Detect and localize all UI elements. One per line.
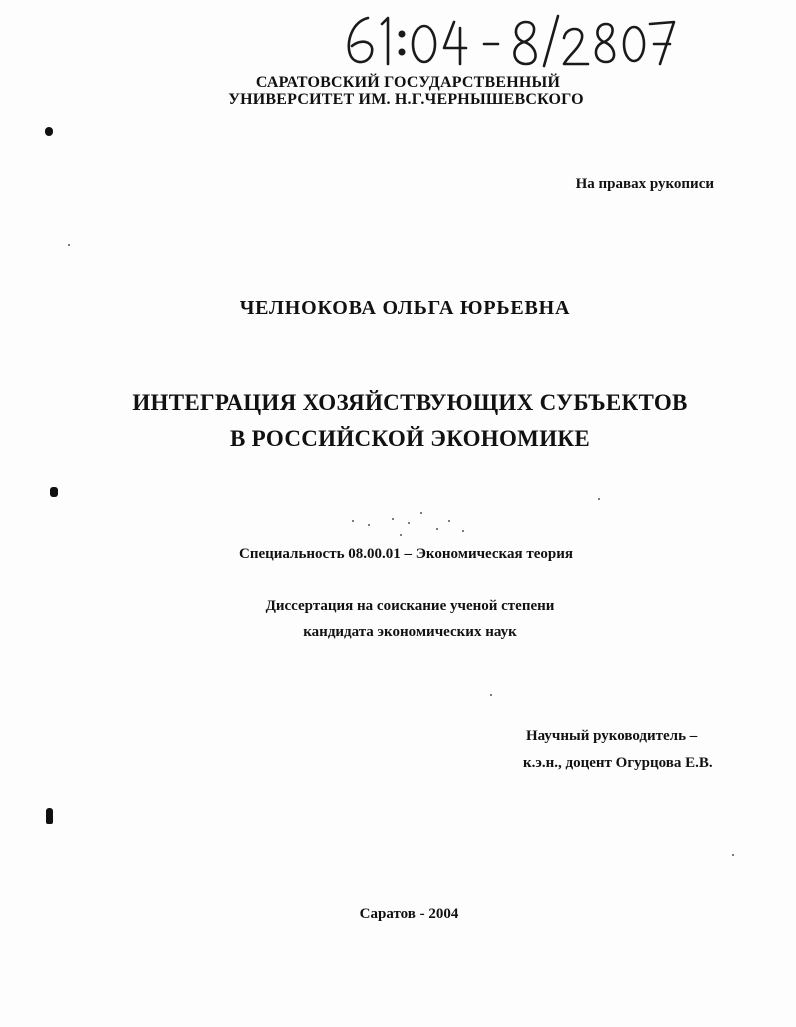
scan-speck (462, 530, 464, 532)
scan-speck (408, 522, 410, 524)
scan-speck (436, 528, 438, 530)
scan-speck (732, 854, 734, 856)
scan-speck (400, 534, 402, 536)
handwritten-code-drawing (338, 8, 678, 70)
scan-speck (68, 244, 70, 246)
scan-mark-bottom (46, 808, 53, 824)
scan-mark-top (45, 127, 53, 136)
institution-name-line1: САРАТОВСКИЙ ГОСУДАРСТВЕННЫЙ (255, 74, 561, 91)
scan-speck (420, 512, 422, 514)
author-name: ЧЕЛНОКОВА ОЛЬГА ЮРЬЕВНА (239, 297, 571, 319)
dissertation-degree-line1: Диссертация на соискание ученой степени (265, 598, 555, 614)
scan-speck (448, 520, 450, 522)
institution-name-line2: УНИВЕРСИТЕТ ИМ. Н.Г.ЧЕРНЫШЕВСКОГО (228, 91, 584, 108)
scan-speck (598, 498, 600, 500)
scan-speck (368, 524, 370, 526)
supervisor-label: Научный руководитель – (526, 728, 698, 744)
thesis-title-line1: ИНТЕГРАЦИЯ ХОЗЯЙСТВУЮЩИХ СУБЪЕКТОВ (132, 390, 688, 415)
city-year: Саратов - 2004 (359, 906, 459, 922)
scan-speck (490, 694, 492, 696)
handwritten-archive-code (338, 8, 678, 70)
manuscript-note: На правах рукописи (575, 176, 714, 192)
thesis-title-line2: В РОССИЙСКОЙ ЭКОНОМИКЕ (229, 426, 590, 451)
scan-speck (392, 518, 394, 520)
dissertation-degree-line2: кандидата экономических наук (303, 624, 517, 640)
scan-speck (352, 520, 354, 522)
scan-mark-middle (50, 487, 58, 497)
supervisor-name: к.э.н., доцент Огурцова Е.В. (523, 755, 713, 771)
specialty-line: Специальность 08.00.01 – Экономическая теория (239, 546, 573, 562)
